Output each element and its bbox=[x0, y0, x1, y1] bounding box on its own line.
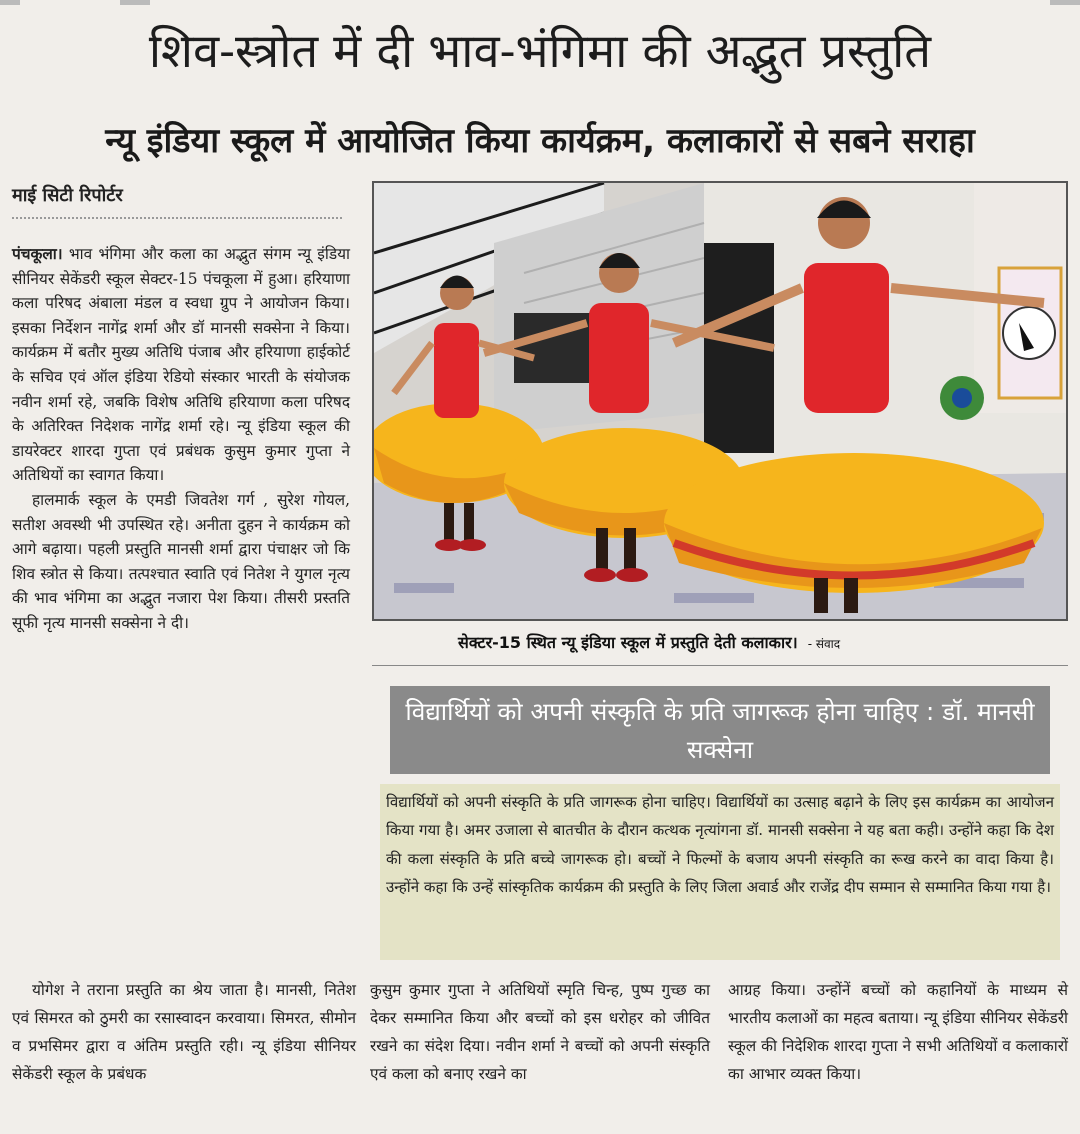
box-heading: विद्यार्थियों को अपनी संस्कृति के प्रति जागरूक होना चाहिए : डॉ. मानसी सक्सेना bbox=[390, 686, 1050, 774]
paragraph-text: भाव भंगिमा और कला का अद्भुत संगम न्यू इंडिया सीनियर सेकेंडरी स्कूल सेक्टर-15 पंचकूला में हुआ। हरियाणा कला परिषद अंबाला मंडल व स्वधा ग्रुप ने आयोजन किया। इसका निर्देशन नागेंद्र शर्मा और डॉ मानसी सक्सेना ने किया। कार्यक्रम में बतौर मुख्य अतिथि पंजाब और हरियाणा हाईकोर्ट के सचिव एवं ऑल इंडिया रेडियो संस्कार भारती के संयोजक नवीन शर्मा रहे, जबकि विशेष अतिथि हरियाणा कला परिषद के अतिरिक्त निदेशक नागेंद्र शर्मा रहे। न्यू इंडिया स्कूल की डायरेक्टर शारदा गुप्ता एवं प्रबंधक कुसुम कुमार गुप्ता ने अतिथियों का स्वागत किया। bbox=[12, 245, 350, 485]
article-paragraph-1 bbox=[12, 242, 350, 488]
box-body: विद्यार्थियों को अपनी संस्कृति के प्रति जागरूक होना चाहिए। विद्यार्थियों का उत्साह बढ़ाने के लिए इस कार्यक्रम का आयोजन किया गया है। अमर उजाला से बातचीत के दौरान कत्थक नृत्यांगना डॉ. मानसी सक्सेना ने यह बता कही। उन्होंने कहा कि देश की कला संस्कृति के प्रति बच्चे जागरूक हो। बच्चों ने फिल्मों के बजाय अपनी संस्कृति का रूख करने का वादा किया है। उन्होंने कहा कि उन्हें सांस्कृतिक कार्यक्रम की प्रस्तुति के लिए जिला अवार्ड और राजेंद्र दीप सम्मान से सम्मानित किया गया है। bbox=[380, 784, 1060, 960]
divider bbox=[372, 665, 1068, 666]
article-paragraph-2: हालमार्क स्कूल के एमडी जिवतेश गर्ग , सुरेश गोयल, सतीश अवस्थी भी उपस्थित रहे। अनीता दुहन ने कार्यक्रम को आगे बढ़ाया। पहली प्रस्तुति मानसी शर्मा द्वारा पंचाक्षर जो कि शिव स्त्रोत से किया। तत्पश्चात स्वाति एवं नितेश ने युगल नृत्य की भाव भंगिमा का अद्भुत नजारा पेश किया। तीसरी प्रस्तति सूफी नृत्य मानसी सक्सेना ने दी। bbox=[12, 490, 350, 632]
bottom-column-1: योगेश ने तराना प्रस्तुति का श्रेय जाता है। मानसी, नितेश एवं सिमरत को ठुमरी का रसास्वादन करवाया। सिमरत, सीमोन व प्रभसिमर द्वारा व अंतिम प्रस्तुति रही। न्यू इंडिया सीनियर सेकेंडरी स्कूल के प्रबंधक bbox=[12, 981, 356, 1083]
bottom-column-3: आग्रह किया। उन्होंनें बच्चों को कहानियों के माध्यम से भारतीय कलाओं का महत्व बताया। न्यू इंडिया सीनियर सेकेंडरी स्कूल की निदेशिक शारदा गुप्ता ने सभी अतिथियों व कलाकारों का आभार व्यक्त किया। bbox=[728, 981, 1069, 1083]
photo-caption bbox=[380, 628, 1070, 658]
byline: माई सिटी रिपोर्टर bbox=[12, 183, 342, 219]
bottom-column-2: कुसुम कुमार गुप्ता ने अतिथियों स्मृति चिन्ह, पुष्प गुच्छ का देकर सम्मानित किया और बच्चों को इस धरोहर को जीवित रखने का संदेश दिया। नवीन शर्मा ने बच्चों को अपनी संस्कृति एवं कला को बनाए रखने का bbox=[370, 981, 710, 1083]
previous-page-edge bbox=[0, 0, 1080, 14]
dance-photo bbox=[372, 181, 1068, 621]
dancers-illustration bbox=[374, 183, 1066, 619]
dateline-place: पंचकूला। bbox=[12, 245, 63, 263]
caption-text: सेक्टर-15 स्थित न्यू इंडिया स्कूल में प्रस्तुति देती कलाकार। bbox=[458, 633, 798, 652]
subheadline: न्यू इंडिया स्कूल में आयोजित किया कार्यक्रम, कलाकारों से सबने सराहा bbox=[105, 121, 975, 161]
article-column-1 bbox=[12, 242, 350, 636]
headline: शिव-स्त्रोत में दी भाव-भंगिमा की अद्भुत प्रस्तुति bbox=[148, 24, 932, 79]
photo-credit: - संवाद bbox=[807, 637, 841, 651]
